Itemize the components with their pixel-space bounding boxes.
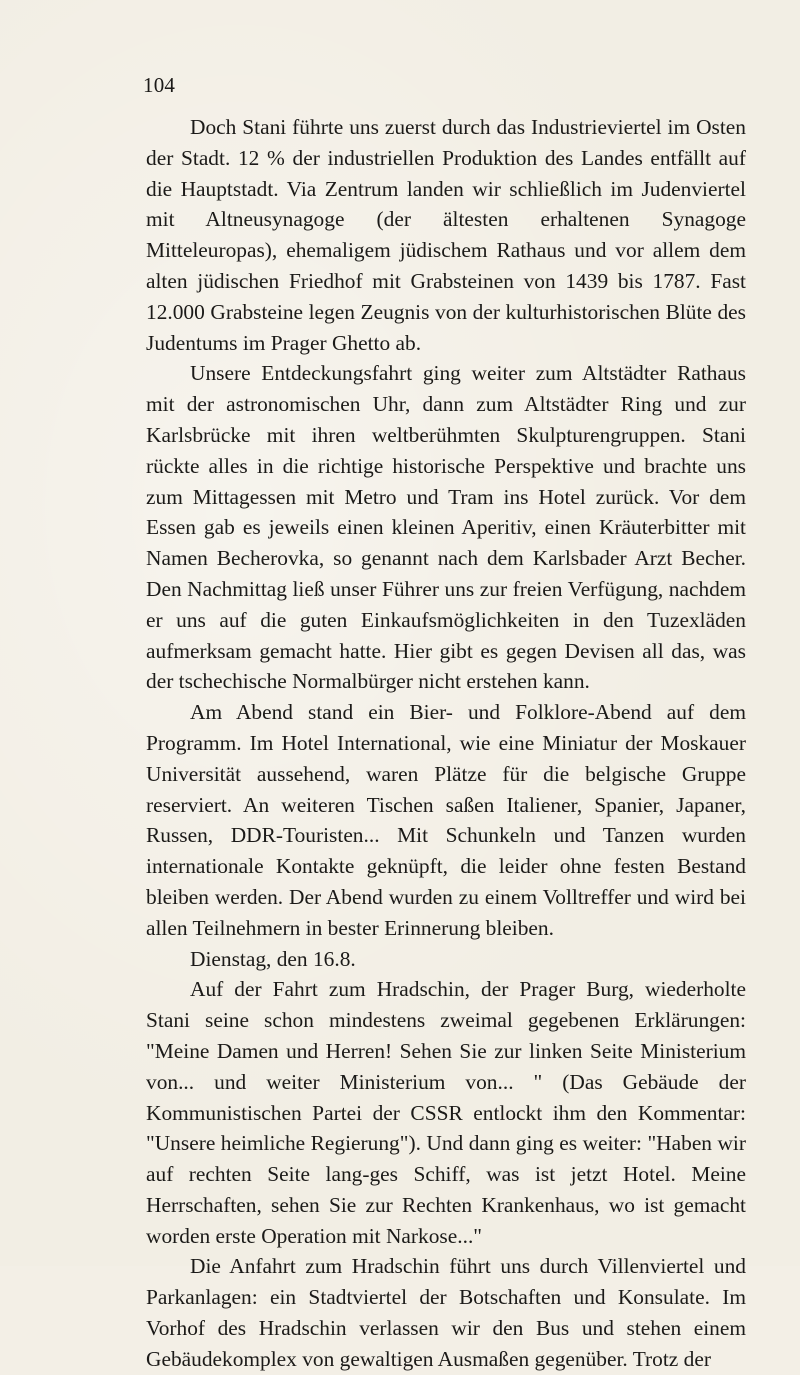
- page-number: 104: [143, 73, 176, 97]
- paragraph-industrial-district: Doch Stani führte uns zuerst durch das Industrieviertel im Osten der Stadt. 12 % der industriellen Produktion des Landes entfällt auf die Hauptstadt. Via Zentrum landen wir schließlich im Judenviertel mit Altneusynagoge (der ältesten erhaltenen Synagoge Mitteleuropas), ehemaligem jüdischem Rathaus und vor allem dem alten jüdischen Friedhof mit Grabsteinen von 1439 bis 1787. Fast 12.000 Grabsteine legen Zeugnis von der kulturhistorischen Blüte des Judentums im Prager Ghetto ab.: [146, 115, 746, 355]
- paragraph-hradschin-drive: Auf der Fahrt zum Hradschin, der Prager Burg, wiederholte Stani seine schon mindestens zweimal gegebenen Erklärungen: "Meine Damen und Herren! Sehen Sie zur linken Seite Ministerium von... und weiter Ministerium von... " (Das Gebäude der Kommunistischen Partei der CSSR entlockt ihm den Kommentar: "Unsere heimliche Regierung"). Und dann ging es weiter: "Haben wir auf rechten Seite lang-ges Schiff, was ist jetzt Hotel. Meine Herrschaften, sehen Sie zur Rechten Krankenhaus, wo ist gemacht worden erste Operation mit Narkose...": [146, 977, 746, 1248]
- paragraph-old-town-tour: Unsere Entdeckungsfahrt ging weiter zum Altstädter Rathaus mit der astronomischen Uhr, dann zum Altstädter Ring und zur Karlsbrücke mit ihren weltberühmten Skulpturengruppen. Stani rückte alles in die richtige historische Perspektive und brachte uns zum Mittagessen mit Metro und Tram ins Hotel zurück. Vor dem Essen gab es jeweils einen kleinen Aperitiv, einen Kräuterbitter mit Namen Becherovka, so genannt nach dem Karlsbader Arzt Becher. Den Nachmittag ließ unser Führer uns zur freien Verfügung, nachdem er uns auf die guten Einkaufsmöglichkeiten in den Tuzexläden aufmerksam gemacht hatte. Hier gibt es gegen Devisen all das, was der tschechische Normalbürger nicht erstehen kann.: [146, 361, 746, 694]
- date-heading: Dienstag, den 16.8.: [190, 946, 356, 971]
- paragraph-folklore-evening: Am Abend stand ein Bier- und Folklore-Abend auf dem Programm. Im Hotel International, wie eine Miniatur der Moskauer Universität aussehend, waren Plätze für die belgische Gruppe reserviert. An weiteren Tischen saßen Italiener, Spanier, Japaner, Russen, DDR-Touristen... Mit Schunkeln und Tanzen wurden internationale Kontakte geknüpft, die leider ohne festen Bestand bleiben werden. Der Abend wurden zu einem Volltreffer und wird bei allen Teilnehmern in bester Erinnerung bleiben.: [146, 700, 746, 940]
- paragraph-hradschin-arrival: Die Anfahrt zum Hradschin führt uns durch Villenviertel und Parkanlagen: ein Stadtviertel der Botschaften und Konsulate. Im Vorhof des Hradschin verlassen wir den Bus und stehen einem Gebäudekomplex von gewaltigen Ausmaßen gegenüber. Trotz der: [146, 1254, 746, 1371]
- body-text: [146, 112, 746, 1375]
